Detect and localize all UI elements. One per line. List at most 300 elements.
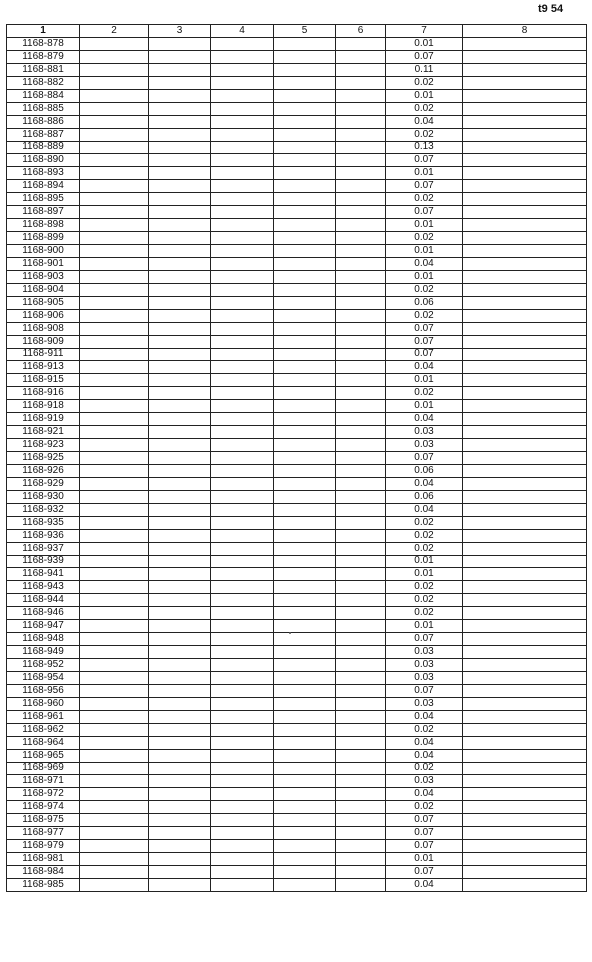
empty-cell xyxy=(336,50,386,63)
empty-cell xyxy=(211,322,274,335)
empty-cell xyxy=(211,283,274,296)
table-row xyxy=(7,723,587,736)
empty-cell xyxy=(274,128,336,141)
empty-cell xyxy=(274,529,336,542)
empty-cell xyxy=(336,633,386,646)
value-cell: 0.02 xyxy=(386,193,463,206)
value-cell: 0.02 xyxy=(386,762,463,775)
empty-cell xyxy=(149,736,211,749)
empty-cell xyxy=(211,439,274,452)
table-row xyxy=(7,257,587,270)
empty-cell xyxy=(336,154,386,167)
empty-cell xyxy=(149,749,211,762)
empty-cell xyxy=(463,335,587,348)
empty-cell xyxy=(211,620,274,633)
value-cell: 0.07 xyxy=(386,322,463,335)
empty-cell xyxy=(80,219,149,232)
value-cell: 0.02 xyxy=(386,283,463,296)
table-row xyxy=(7,529,587,542)
record-id-cell: 1168-954 xyxy=(7,671,80,684)
empty-cell xyxy=(211,801,274,814)
empty-cell xyxy=(149,866,211,879)
record-id-cell: 1168-929 xyxy=(7,477,80,490)
table-row xyxy=(7,374,587,387)
empty-cell xyxy=(149,400,211,413)
empty-cell xyxy=(211,762,274,775)
value-cell: 0.01 xyxy=(386,400,463,413)
empty-cell xyxy=(336,413,386,426)
empty-cell xyxy=(463,775,587,788)
empty-cell xyxy=(274,607,336,620)
empty-cell xyxy=(211,128,274,141)
record-id-cell: 1168-949 xyxy=(7,646,80,659)
record-id-cell: 1168-943 xyxy=(7,581,80,594)
empty-cell xyxy=(463,671,587,684)
empty-cell xyxy=(211,387,274,400)
record-id-cell: 1168-964 xyxy=(7,736,80,749)
empty-cell xyxy=(149,581,211,594)
table-row xyxy=(7,180,587,193)
value-cell: 0.07 xyxy=(386,180,463,193)
empty-cell xyxy=(80,490,149,503)
empty-cell xyxy=(274,206,336,219)
empty-cell xyxy=(149,374,211,387)
value-cell: 0.06 xyxy=(386,296,463,309)
value-cell: 0.04 xyxy=(386,477,463,490)
empty-cell xyxy=(211,400,274,413)
empty-cell xyxy=(211,684,274,697)
column-header: 7 xyxy=(386,25,463,38)
empty-cell xyxy=(463,607,587,620)
record-id-cell: 1168-925 xyxy=(7,452,80,465)
value-cell: 0.07 xyxy=(386,827,463,840)
table-row xyxy=(7,115,587,128)
record-id-cell: 1168-901 xyxy=(7,257,80,270)
record-id-cell: 1168-889 xyxy=(7,141,80,154)
table-row xyxy=(7,775,587,788)
empty-cell xyxy=(336,63,386,76)
empty-cell xyxy=(463,646,587,659)
empty-cell xyxy=(80,788,149,801)
record-id-cell: 1168-985 xyxy=(7,878,80,891)
empty-cell xyxy=(274,710,336,723)
empty-cell xyxy=(211,257,274,270)
empty-cell xyxy=(274,503,336,516)
empty-cell xyxy=(336,102,386,115)
empty-cell xyxy=(336,646,386,659)
empty-cell xyxy=(463,853,587,866)
empty-cell xyxy=(149,452,211,465)
empty-cell xyxy=(149,245,211,258)
empty-cell xyxy=(149,439,211,452)
value-cell: 0.01 xyxy=(386,555,463,568)
empty-cell xyxy=(211,736,274,749)
empty-cell xyxy=(149,89,211,102)
empty-cell xyxy=(336,555,386,568)
empty-cell xyxy=(336,827,386,840)
table-row xyxy=(7,490,587,503)
record-id-cell: 1168-965 xyxy=(7,749,80,762)
empty-cell xyxy=(149,710,211,723)
data-table xyxy=(6,24,587,892)
value-cell: 0.02 xyxy=(386,232,463,245)
record-id-cell: 1168-972 xyxy=(7,788,80,801)
empty-cell xyxy=(463,193,587,206)
empty-cell xyxy=(149,76,211,89)
empty-cell xyxy=(149,322,211,335)
empty-cell xyxy=(211,788,274,801)
value-cell: 0.01 xyxy=(386,167,463,180)
record-id-cell: 1168-878 xyxy=(7,38,80,51)
record-id-cell: 1168-911 xyxy=(7,348,80,361)
empty-cell xyxy=(149,426,211,439)
value-cell: 0.03 xyxy=(386,439,463,452)
empty-cell xyxy=(463,180,587,193)
record-id-cell: 1168-974 xyxy=(7,801,80,814)
empty-cell xyxy=(463,723,587,736)
empty-cell xyxy=(336,788,386,801)
empty-cell xyxy=(463,206,587,219)
empty-cell xyxy=(149,788,211,801)
empty-cell xyxy=(463,167,587,180)
empty-cell xyxy=(274,878,336,891)
empty-cell xyxy=(274,270,336,283)
empty-cell xyxy=(336,374,386,387)
empty-cell xyxy=(80,684,149,697)
empty-cell xyxy=(463,141,587,154)
empty-cell xyxy=(211,477,274,490)
empty-cell xyxy=(149,387,211,400)
empty-cell xyxy=(274,154,336,167)
empty-cell xyxy=(211,827,274,840)
empty-cell xyxy=(463,322,587,335)
value-cell: 0.01 xyxy=(386,219,463,232)
empty-cell xyxy=(149,516,211,529)
table-row xyxy=(7,245,587,258)
table-row xyxy=(7,413,587,426)
table-row xyxy=(7,296,587,309)
empty-cell xyxy=(463,568,587,581)
value-cell: 0.03 xyxy=(386,646,463,659)
table-row xyxy=(7,477,587,490)
empty-cell xyxy=(80,283,149,296)
record-id-cell: 1168-952 xyxy=(7,659,80,672)
empty-cell xyxy=(80,245,149,258)
empty-cell xyxy=(149,128,211,141)
empty-cell xyxy=(80,866,149,879)
empty-cell xyxy=(211,413,274,426)
empty-cell xyxy=(80,257,149,270)
empty-cell xyxy=(211,452,274,465)
value-cell: 0.01 xyxy=(386,620,463,633)
empty-cell xyxy=(149,477,211,490)
empty-cell xyxy=(80,206,149,219)
table-row xyxy=(7,788,587,801)
table-row xyxy=(7,335,587,348)
empty-cell xyxy=(463,801,587,814)
empty-cell xyxy=(80,749,149,762)
empty-cell xyxy=(463,361,587,374)
empty-cell xyxy=(274,361,336,374)
record-id-cell: 1168-941 xyxy=(7,568,80,581)
empty-cell xyxy=(463,63,587,76)
record-id-cell: 1168-885 xyxy=(7,102,80,115)
record-id-cell: 1168-937 xyxy=(7,542,80,555)
empty-cell xyxy=(274,840,336,853)
table-row xyxy=(7,154,587,167)
table-row xyxy=(7,814,587,827)
table-row xyxy=(7,710,587,723)
empty-cell xyxy=(149,464,211,477)
empty-cell xyxy=(274,322,336,335)
empty-cell xyxy=(463,710,587,723)
record-id-cell: 1168-984 xyxy=(7,866,80,879)
table-row xyxy=(7,322,587,335)
empty-cell xyxy=(274,827,336,840)
value-cell: 0.03 xyxy=(386,697,463,710)
empty-cell xyxy=(336,322,386,335)
value-cell: 0.01 xyxy=(386,38,463,51)
value-cell: 0.02 xyxy=(386,801,463,814)
record-id-cell: 1168-926 xyxy=(7,464,80,477)
empty-cell xyxy=(463,115,587,128)
table-row xyxy=(7,89,587,102)
table-row xyxy=(7,801,587,814)
table-row xyxy=(7,840,587,853)
value-cell: 0.02 xyxy=(386,76,463,89)
empty-cell xyxy=(80,89,149,102)
empty-cell xyxy=(149,102,211,115)
empty-cell xyxy=(274,555,336,568)
empty-cell xyxy=(80,296,149,309)
record-id-cell: 1168-903 xyxy=(7,270,80,283)
table-row xyxy=(7,206,587,219)
table-row xyxy=(7,646,587,659)
table-row xyxy=(7,193,587,206)
empty-cell xyxy=(463,154,587,167)
record-id-cell: 1168-944 xyxy=(7,594,80,607)
empty-cell xyxy=(336,38,386,51)
record-id-cell: 1168-921 xyxy=(7,426,80,439)
empty-cell xyxy=(149,840,211,853)
empty-cell xyxy=(211,219,274,232)
table-row xyxy=(7,309,587,322)
value-cell: 0.13 xyxy=(386,141,463,154)
empty-cell xyxy=(463,594,587,607)
empty-cell xyxy=(463,296,587,309)
empty-cell xyxy=(80,555,149,568)
empty-cell xyxy=(80,115,149,128)
empty-cell xyxy=(80,775,149,788)
empty-cell xyxy=(463,555,587,568)
empty-cell xyxy=(211,581,274,594)
empty-cell xyxy=(149,283,211,296)
empty-cell xyxy=(211,63,274,76)
table-row xyxy=(7,50,587,63)
empty-cell xyxy=(336,167,386,180)
empty-cell xyxy=(336,400,386,413)
table-row xyxy=(7,439,587,452)
empty-cell xyxy=(336,193,386,206)
value-cell: 0.06 xyxy=(386,490,463,503)
table-row xyxy=(7,878,587,891)
column-header: 6 xyxy=(336,25,386,38)
empty-cell xyxy=(274,283,336,296)
empty-cell xyxy=(211,193,274,206)
empty-cell xyxy=(211,671,274,684)
value-cell: 0.02 xyxy=(386,607,463,620)
empty-cell xyxy=(211,464,274,477)
empty-cell xyxy=(80,154,149,167)
empty-cell xyxy=(274,646,336,659)
value-cell: 0.02 xyxy=(386,102,463,115)
empty-cell xyxy=(211,309,274,322)
empty-cell xyxy=(336,620,386,633)
empty-cell xyxy=(80,736,149,749)
empty-cell xyxy=(211,516,274,529)
empty-cell xyxy=(463,374,587,387)
empty-cell xyxy=(336,542,386,555)
record-id-cell: 1168-936 xyxy=(7,529,80,542)
empty-cell xyxy=(274,736,336,749)
empty-cell xyxy=(149,723,211,736)
value-cell: 0.04 xyxy=(386,361,463,374)
column-header: 8 xyxy=(463,25,587,38)
empty-cell xyxy=(274,762,336,775)
empty-cell xyxy=(463,464,587,477)
empty-cell xyxy=(274,180,336,193)
empty-cell xyxy=(211,697,274,710)
empty-cell xyxy=(274,309,336,322)
empty-cell xyxy=(149,659,211,672)
empty-cell xyxy=(80,878,149,891)
value-cell: 0.02 xyxy=(386,581,463,594)
table-row xyxy=(7,853,587,866)
value-cell: 0.07 xyxy=(386,633,463,646)
empty-cell xyxy=(80,270,149,283)
empty-cell xyxy=(274,866,336,879)
empty-cell xyxy=(211,180,274,193)
empty-cell xyxy=(274,633,336,646)
empty-cell xyxy=(149,555,211,568)
empty-cell xyxy=(336,270,386,283)
empty-cell xyxy=(211,607,274,620)
record-id-cell: 1168-894 xyxy=(7,180,80,193)
empty-cell xyxy=(336,89,386,102)
empty-cell xyxy=(80,309,149,322)
record-id-cell: 1168-881 xyxy=(7,63,80,76)
table-row xyxy=(7,141,587,154)
empty-cell xyxy=(463,827,587,840)
empty-cell xyxy=(80,452,149,465)
empty-cell xyxy=(80,853,149,866)
empty-cell xyxy=(80,646,149,659)
record-id-cell: 1168-898 xyxy=(7,219,80,232)
empty-cell xyxy=(336,581,386,594)
value-cell: 0.11 xyxy=(386,63,463,76)
empty-cell xyxy=(80,762,149,775)
empty-cell xyxy=(149,633,211,646)
empty-cell xyxy=(336,503,386,516)
empty-cell xyxy=(274,439,336,452)
record-id-cell: 1168-906 xyxy=(7,309,80,322)
value-cell: 0.01 xyxy=(386,568,463,581)
empty-cell xyxy=(336,594,386,607)
record-id-cell: 1168-886 xyxy=(7,115,80,128)
empty-cell xyxy=(80,128,149,141)
empty-cell xyxy=(463,128,587,141)
empty-cell xyxy=(80,581,149,594)
empty-cell xyxy=(274,219,336,232)
record-id-cell: 1168-899 xyxy=(7,232,80,245)
empty-cell xyxy=(274,853,336,866)
empty-cell xyxy=(274,516,336,529)
empty-cell xyxy=(274,257,336,270)
empty-cell xyxy=(463,439,587,452)
empty-cell xyxy=(274,659,336,672)
empty-cell xyxy=(211,878,274,891)
empty-cell xyxy=(336,762,386,775)
empty-cell xyxy=(211,723,274,736)
empty-cell xyxy=(336,232,386,245)
value-cell: 0.04 xyxy=(386,115,463,128)
column-header: 5 xyxy=(274,25,336,38)
value-cell: 0.07 xyxy=(386,866,463,879)
empty-cell xyxy=(80,180,149,193)
table-row xyxy=(7,167,587,180)
empty-cell xyxy=(336,257,386,270)
empty-cell xyxy=(149,50,211,63)
empty-cell xyxy=(80,374,149,387)
empty-cell xyxy=(149,490,211,503)
empty-cell xyxy=(149,413,211,426)
empty-cell xyxy=(211,594,274,607)
empty-cell xyxy=(149,775,211,788)
empty-cell xyxy=(211,633,274,646)
value-cell: 0.07 xyxy=(386,814,463,827)
empty-cell xyxy=(211,245,274,258)
record-id-cell: 1168-918 xyxy=(7,400,80,413)
record-id-cell: 1168-919 xyxy=(7,413,80,426)
empty-cell xyxy=(336,814,386,827)
table-row xyxy=(7,38,587,51)
empty-cell xyxy=(463,620,587,633)
record-id-cell: 1168-979 xyxy=(7,840,80,853)
table-row xyxy=(7,361,587,374)
value-cell: 0.01 xyxy=(386,89,463,102)
empty-cell xyxy=(463,697,587,710)
empty-cell xyxy=(463,736,587,749)
empty-cell xyxy=(336,801,386,814)
empty-cell xyxy=(274,581,336,594)
table-row xyxy=(7,555,587,568)
empty-cell xyxy=(336,568,386,581)
empty-cell xyxy=(274,335,336,348)
empty-cell xyxy=(274,490,336,503)
empty-cell xyxy=(211,426,274,439)
record-id-cell: 1168-935 xyxy=(7,516,80,529)
table-row xyxy=(7,76,587,89)
record-id-cell: 1168-884 xyxy=(7,89,80,102)
empty-cell xyxy=(211,490,274,503)
column-header: 2 xyxy=(80,25,149,38)
empty-cell xyxy=(463,232,587,245)
empty-cell xyxy=(211,840,274,853)
empty-cell xyxy=(463,50,587,63)
empty-cell xyxy=(463,283,587,296)
table-row xyxy=(7,464,587,477)
record-id-cell: 1168-948 xyxy=(7,633,80,646)
